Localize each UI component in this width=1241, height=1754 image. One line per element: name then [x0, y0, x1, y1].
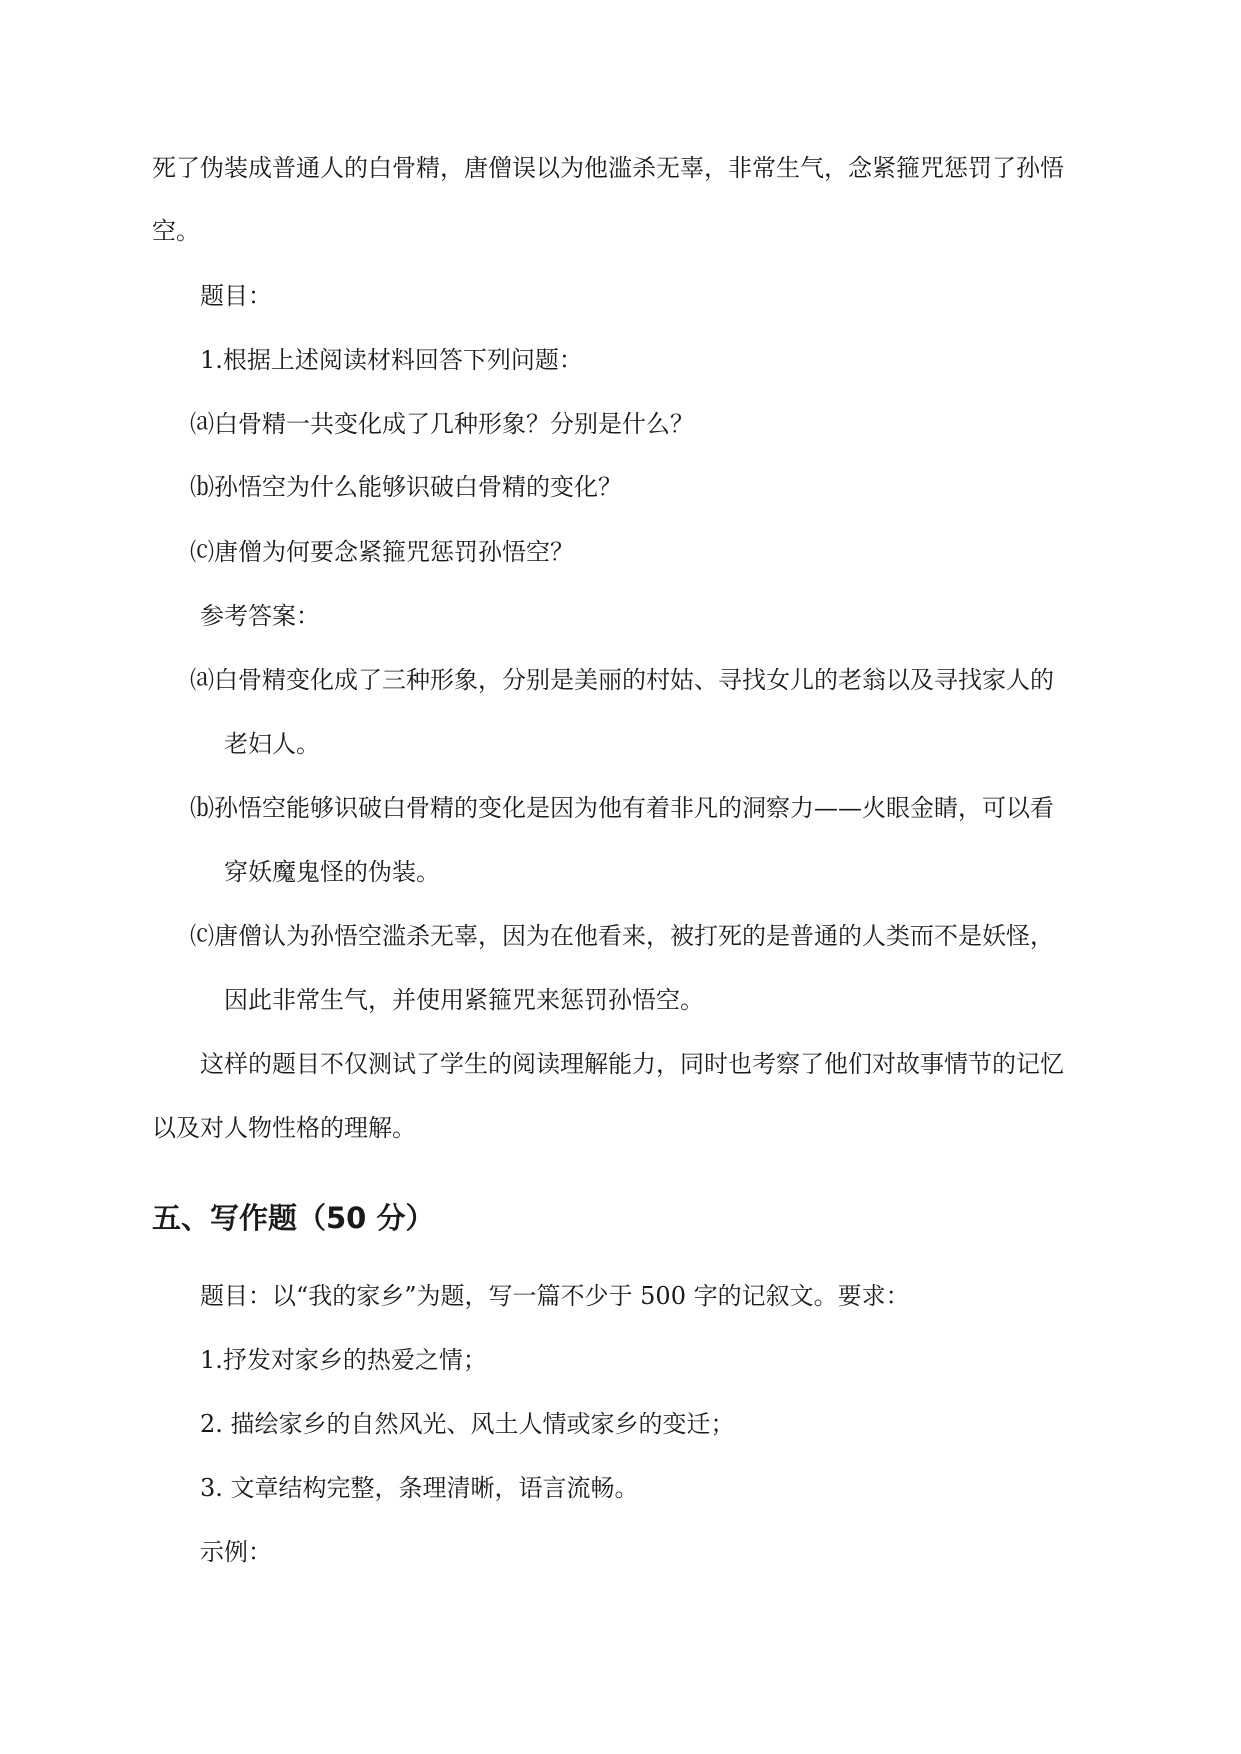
- answer-item-c-label: ⒞: [190, 922, 214, 950]
- question-item-b-text: 孙悟空为什么能够识破白骨精的变化？: [214, 473, 622, 501]
- question-item-a: [190, 412, 694, 436]
- writing-requirement-1: 1.抒发对家乡的热爱之情；: [200, 1346, 487, 1374]
- answer-item-a-text-1: 白骨精变化成了三种形象，分别是美丽的村姑、寻找女儿的老翁以及寻找家人的: [214, 666, 1054, 694]
- question-item-c-text: 唐僧为何要念紧箍咒惩罚孙悟空？: [214, 538, 574, 566]
- question-item-a-text: 白骨精一共变化成了几种形象？分别是什么？: [214, 410, 694, 438]
- summary-line-2: 以及对人物性格的理解。: [152, 1114, 416, 1142]
- writing-section-heading: 五、写作题（50 分）: [152, 1201, 435, 1235]
- answer-item-c-line-2: 因此非常生气，并使用紧箍咒来惩罚孙悟空。: [224, 986, 704, 1014]
- answer-item-a-line-1: [190, 668, 1054, 692]
- summary-line-1: 这样的题目不仅测试了学生的阅读理解能力，同时也考察了他们对故事情节的记忆: [200, 1050, 1064, 1078]
- writing-prompt: 题目：以“我的家乡”为题，写一篇不少于 500 字的记叙文。要求：: [200, 1282, 910, 1310]
- answer-item-c-text-1: 唐僧认为孙悟空滥杀无辜，因为在他看来，被打死的是普通的人类而不是妖怪，: [214, 922, 1054, 950]
- question-item-b-label: ⒝: [190, 473, 214, 501]
- answer-item-a-label: ⒜: [190, 666, 214, 694]
- question-item-c-label: ⒞: [190, 538, 214, 566]
- answer-item-b-line-2: 穿妖魔鬼怪的伪装。: [224, 858, 440, 886]
- question-item-c: [190, 540, 574, 564]
- questions-label: 题目：: [200, 282, 272, 310]
- writing-requirement-3: 3. 文章结构完整，条理清晰，语言流畅。: [200, 1474, 639, 1502]
- passage-continuation-line-2: 空。: [152, 217, 200, 245]
- question-item-b: [190, 475, 622, 499]
- answer-item-c-line-1: [190, 924, 1054, 948]
- questions-intro: 1.根据上述阅读材料回答下列问题：: [200, 346, 583, 374]
- example-label: 示例：: [200, 1538, 272, 1566]
- answer-item-b-line-1: [190, 796, 1054, 820]
- answer-item-b-label: ⒝: [190, 794, 214, 822]
- answer-item-a-line-2: 老妇人。: [224, 730, 320, 758]
- writing-requirement-2: 2. 描绘家乡的自然风光、风土人情或家乡的变迁；: [200, 1410, 735, 1438]
- answer-item-b-text-1: 孙悟空能够识破白骨精的变化是因为他有着非凡的洞察力——火眼金睛，可以看: [214, 794, 1054, 822]
- passage-continuation-line-1: 死了伪装成普通人的白骨精，唐僧误以为他滥杀无辜，非常生气，念紧箍咒惩罚了孙悟: [152, 154, 1064, 182]
- answers-label: 参考答案：: [200, 602, 320, 630]
- question-item-a-label: ⒜: [190, 410, 214, 438]
